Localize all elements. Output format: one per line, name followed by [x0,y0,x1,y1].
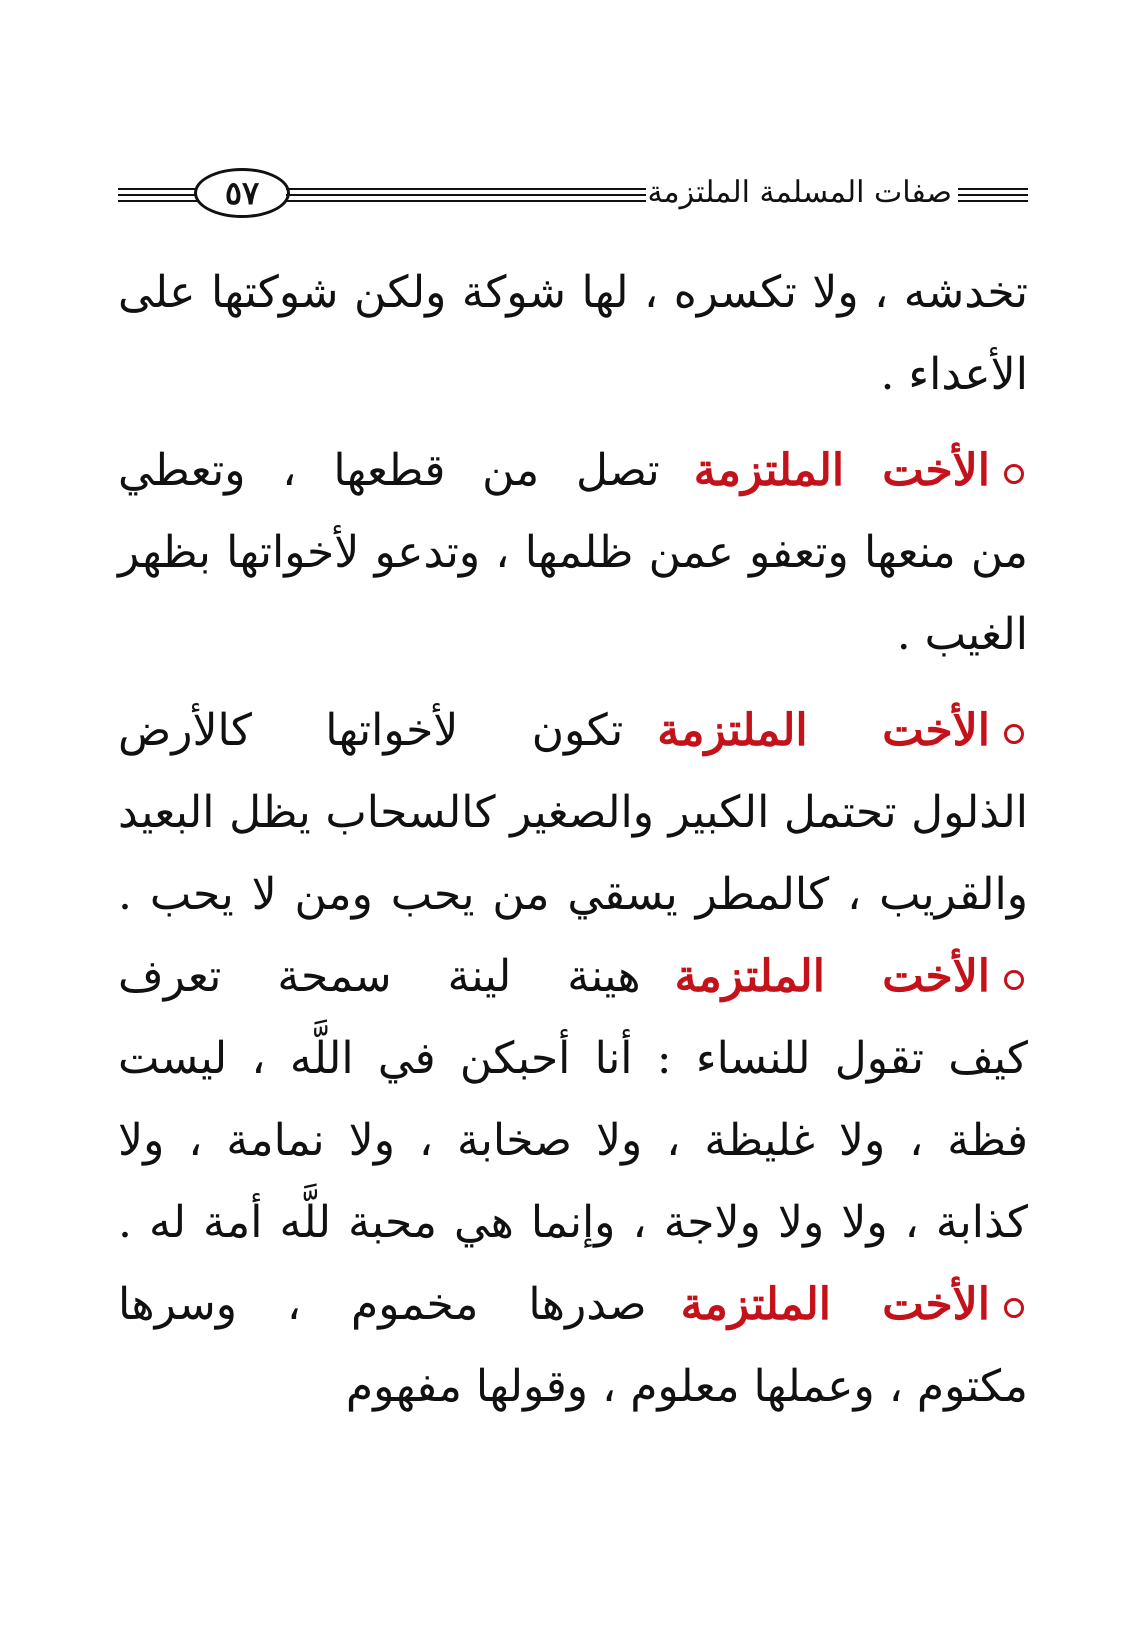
paragraph [118,1264,1028,1428]
text-run: تصل من قطعها ، وتعطي [118,445,660,496]
text-line: الذلول تحتمل الكبير والصغير كالسحاب يظل البعيد [118,787,1028,838]
text-run: صدرها مخموم ، وسرها [118,1279,647,1330]
text-line: كيف تقول للنساء : أنا أحبكن في اللَّه ، ليست [118,1033,1028,1084]
text-run: هينة لينة سمحة تعرف [118,951,641,1002]
paragraph-first-line [118,936,1028,1018]
page-number: ٥٧ [194,168,290,218]
paragraph [118,690,1028,936]
paragraph-label: الأخت الملتزمة [674,951,991,1002]
text-line: والقريب ، كالمطر يسقي من يحب ومن لا يحب . [118,869,1028,920]
text-line: فظة ، ولا غليظة ، ولا صخابة ، ولا نمامة ، ولا [118,1115,1028,1166]
header-rule-middle [286,188,646,202]
text-line: كذابة ، ولا ولا ولاجة ، وإنما هي محبة للَّه أمة له . [118,1197,1028,1248]
header-rule-left [118,188,198,202]
paragraph-first-line [118,690,1028,772]
text-line: تخدشه ، ولا تكسره ، لها شوكة ولكن شوكتها على [118,267,1028,318]
text-line: الغيب . [896,609,1028,660]
circle-bullet-icon [1004,970,1024,990]
text-line: الأعداء . [880,349,1028,400]
page-body [118,252,1028,1428]
paragraph-first-line [118,1264,1028,1346]
paragraph-label: الأخت الملتزمة [680,1279,990,1330]
page-header [118,160,1028,230]
paragraph-label: الأخت الملتزمة [693,445,990,496]
header-rule-right [958,188,1028,202]
running-title: صفات المسلمة الملتزمة [647,175,952,210]
text-run: تكون لأخواتها كالأرض [118,705,624,756]
circle-bullet-icon [1004,1298,1024,1318]
intro-paragraph [118,252,1028,416]
text-line: من منعها وتعفو عمن ظلمها ، وتدعو لأخواتها بظهر [118,527,1028,578]
circle-bullet-icon [1004,724,1024,744]
paragraph-first-line [118,430,1028,512]
circle-bullet-icon [1004,464,1024,484]
paragraph [118,936,1028,1264]
paragraph [118,430,1028,676]
text-line: مكتوم ، وعملها معلوم ، وقولها مفهوم [345,1361,1028,1412]
paragraph-label: الأخت الملتزمة [657,705,990,756]
